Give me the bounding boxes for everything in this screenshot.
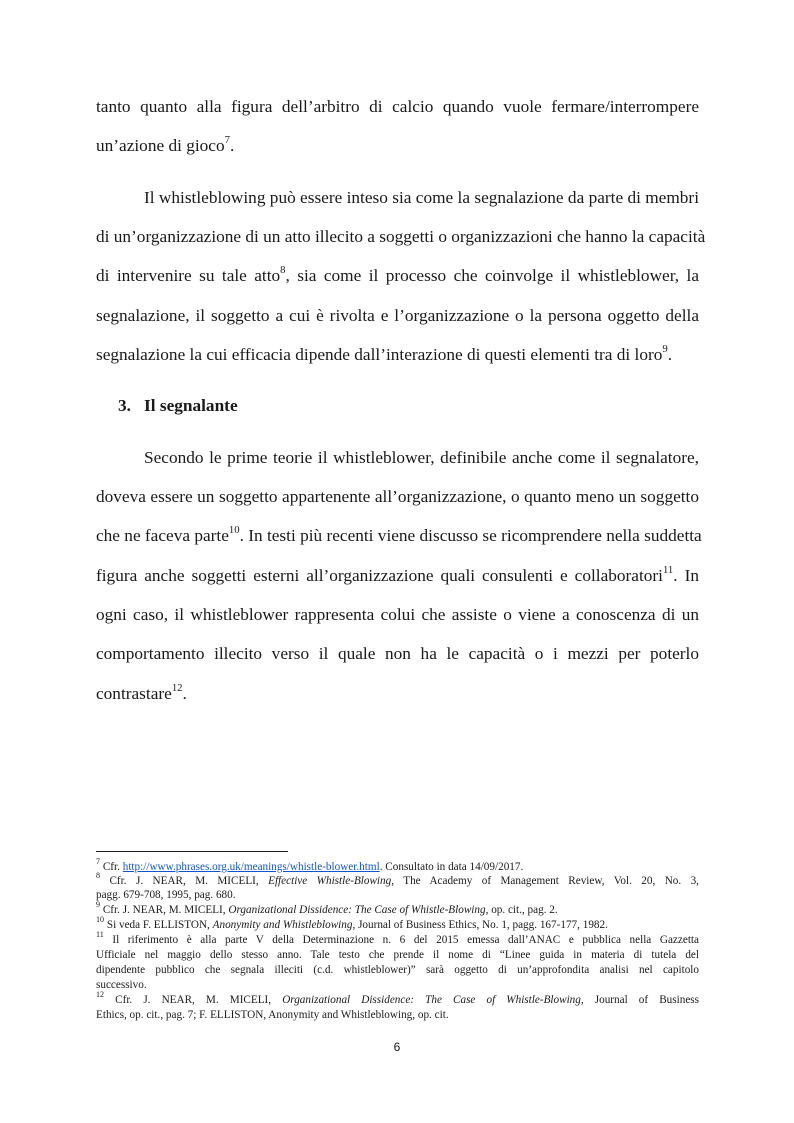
section-heading xyxy=(118,395,238,417)
body-line: ogni caso, il whistleblower rappresenta colui che assiste o viene a conoscenza di un xyxy=(96,605,699,624)
footnote-ref-12[interactable]: 12 xyxy=(171,682,183,695)
page-number: 6 xyxy=(393,1040,401,1054)
body-line: di un’organizzazione di un atto illecito a soggetti o organizzazioni che hanno la capacità xyxy=(96,227,706,246)
footnote-11: $^{11}$ Il riferimento è alla parte V della Determinazione n. 6 del 2015 emessa dall’ANAC e pubblica nella Gazzetta xyxy=(96,930,700,946)
footnote-ref-7[interactable]: 7 xyxy=(224,134,230,147)
body-line: doveva essere un soggetto appartenente all’organizzazione, o quanto meno un soggetto xyxy=(96,487,699,506)
footnote-8: $^8$ Cfr. J. NEAR, M. MICELI, Effective Whistle-Blowing, The Academy of Management Review, Vol. 20, No. 3, xyxy=(96,871,699,887)
section-title: Il segnalante xyxy=(144,396,238,415)
footnote-11-line2: Ufficiale nel maggio dello stesso anno. Tale testo che prende il nome di “Linee guida in materia di tutela del xyxy=(96,949,699,961)
footnote-11-line4: successivo. xyxy=(96,979,147,991)
body-line: segnalazione la cui efficacia dipende dall’interazione di questi elementi tra di loro$^9$. xyxy=(96,343,673,364)
footnote-ref-9[interactable]: 9 xyxy=(662,343,668,356)
body-line: comportamento illecito verso il quale non ha le capacità o i mezzi per poterlo xyxy=(96,644,699,663)
body-line: che ne faceva parte$^{10}$. In testi più recenti viene discusso se ricomprendere nella suddetta xyxy=(96,524,702,545)
footnote-12-line2: Ethics, op. cit., pag. 7; F. ELLISTON, Anonymity and Whistleblowing, op. cit. xyxy=(96,1009,449,1021)
footnote-12: $^{12}$ Cfr. J. NEAR, M. MICELI, Organizational Dissidence: The Case of Whistle-Blowing, Journal of Business xyxy=(96,990,699,1006)
footnote-10: $^{10}$ Si veda F. ELLISTON, Anonymity and Whistleblowing, Journal of Business Ethics, No. 1, pagg. 167-177, 1982. xyxy=(96,915,608,931)
body-line: tanto quanto alla figura dell’arbitro di calcio quando vuole fermare/interrompere xyxy=(96,97,699,116)
footnote-link[interactable]: http://www.phrases.org.uk/meanings/whistle-blower.html xyxy=(122,861,380,873)
footnote-ref-8[interactable]: 8 xyxy=(280,264,286,277)
body-line: segnalazione, il soggetto a cui è rivolta e l’organizzazione o la persona oggetto della xyxy=(96,306,699,325)
body-line: un’azione di gioco$^7$. xyxy=(96,134,235,155)
body-line: figura anche soggetti esterni all’organizzazione quali consulenti e collaboratori$^{11}$. In xyxy=(96,564,699,585)
footnote-separator xyxy=(96,851,288,852)
footnote-7: $^7$ Cfr. http://www.phrases.org.uk/meanings/whistle-blower.html. Consultato in data 14/09/2017. xyxy=(96,857,524,873)
footnote-11-line3: dipendente pubblico che segnala illeciti (c.d. whistleblower)” sarà oggetto di un’approfondita analisi nel capitolo xyxy=(96,964,699,976)
footnote-8-line2: pagg. 679-708, 1995, pag. 680. xyxy=(96,889,236,901)
body-line: Il whistleblowing può essere inteso sia come la segnalazione da parte di membri xyxy=(144,188,699,207)
footnote-ref-10[interactable]: 10 xyxy=(228,524,240,537)
footnote-ref-11[interactable]: 11 xyxy=(662,564,674,577)
body-line: contrastare$^{12}$. xyxy=(96,682,187,703)
body-line: Secondo le prime teorie il whistleblower, definibile anche come il segnalatore, xyxy=(144,448,699,467)
body-line: di intervenire su tale atto$^8$, sia come il processo che coinvolge il whistleblower, la xyxy=(96,264,699,285)
footnote-9: $^9$ Cfr. J. NEAR, M. MICELI, Organizational Dissidence: The Case of Whistle-Blowing, op. cit., pag. 2. xyxy=(96,900,558,916)
section-number: 3. xyxy=(118,396,131,415)
